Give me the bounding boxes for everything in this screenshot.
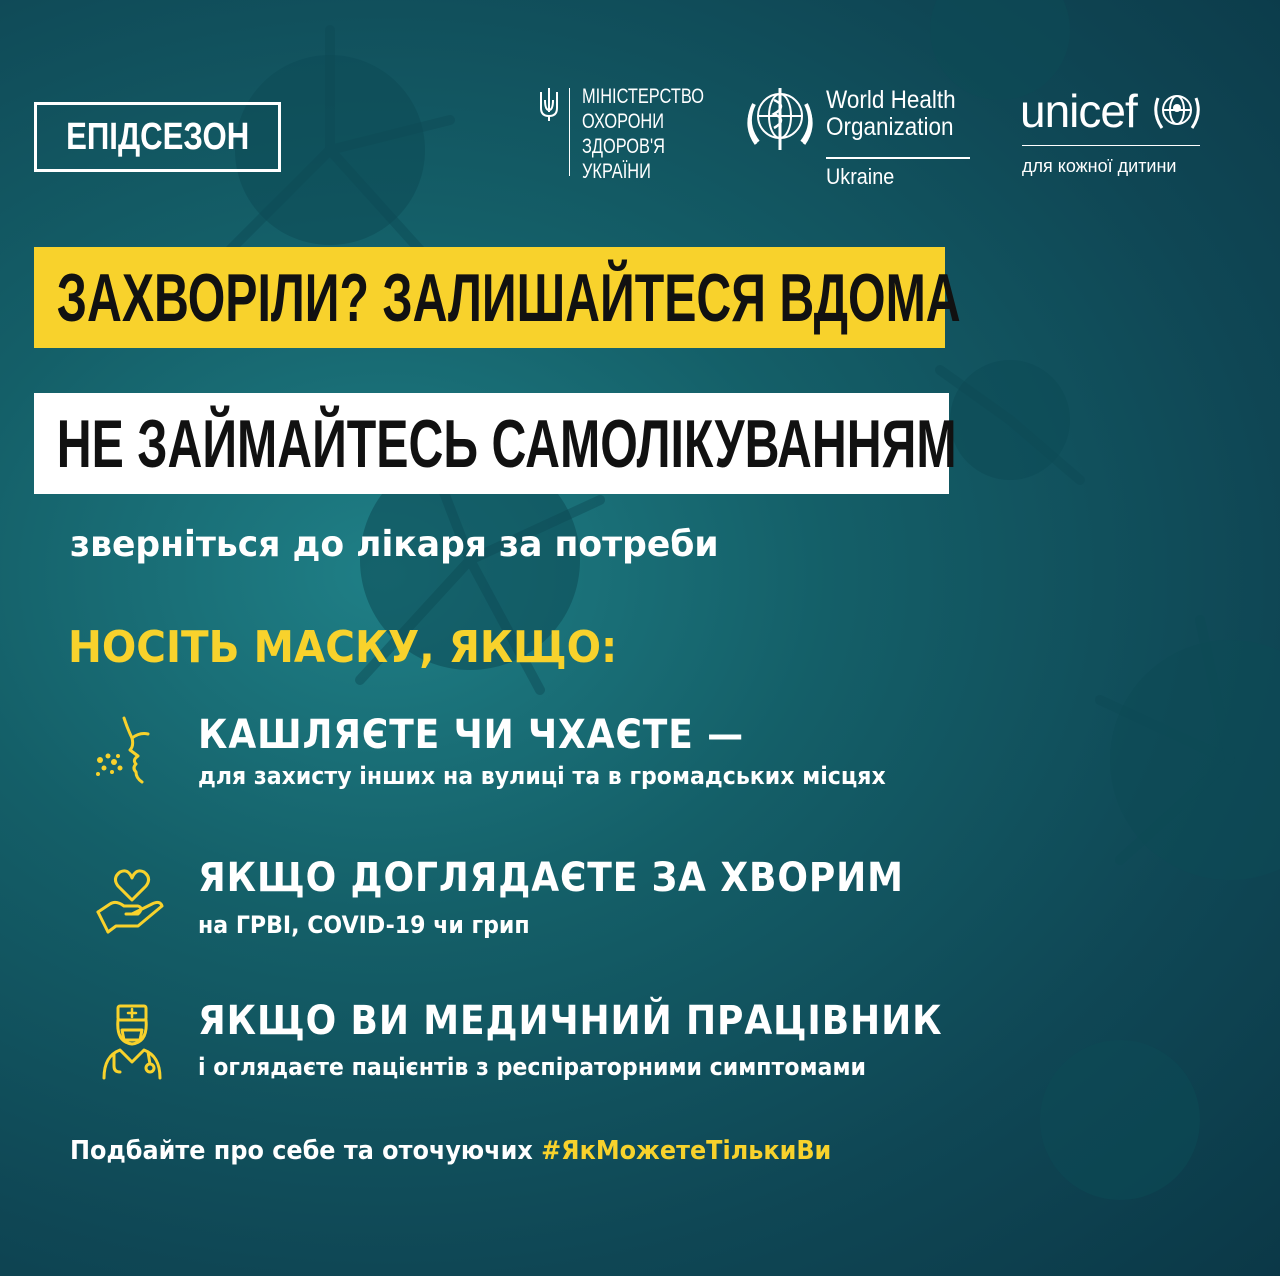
mask-item-title-3: ЯКЩО ВИ МЕДИЧНИЙ ПРАЦІВНИК (198, 998, 943, 1044)
who-logo-divider (826, 157, 970, 159)
moz-logo-divider (569, 88, 570, 176)
no-self-treatment-banner (34, 393, 957, 494)
mask-item-title-2: ЯКЩО ДОГЛЯДАЄТЕ ЗА ХВОРИМ (198, 855, 904, 901)
footer-hashtag[interactable]: #ЯкМожетеТількиВи (541, 1136, 832, 1166)
campaign-tag (34, 102, 281, 172)
trident-icon (538, 86, 560, 122)
mask-item-subtitle-3: і оглядаєте пацієнтів з респіраторними симптомами (198, 1053, 866, 1081)
heart-in-hand-icon (92, 856, 172, 936)
who-country: Ukraine (826, 164, 895, 189)
medical-worker-icon (92, 1000, 172, 1080)
unicef-emblem-icon (1152, 88, 1202, 134)
sneeze-icon (92, 712, 172, 792)
mask-item-subtitle-2: на ГРВІ, COVID-19 чи грип (198, 911, 530, 939)
who-logo-name (826, 87, 956, 141)
no-self-treatment-text: НЕ ЗАЙМАЙТЕСЬ САМОЛІКУВАННЯМ (56, 405, 957, 482)
footer-text: Подбайте про себе та оточуючих (70, 1136, 542, 1166)
who-emblem-icon (740, 84, 820, 154)
mask-section-title: НОСІТЬ МАСКУ, ЯКЩО: (68, 622, 618, 673)
unicef-wordmark: unicef (1020, 85, 1137, 137)
stay-home-banner (34, 247, 961, 348)
unicef-logo-divider (1022, 145, 1200, 146)
mask-item-subtitle-1: для захисту інших на вулиці та в громадських місцях (198, 762, 886, 790)
stay-home-text: ЗАХВОРІЛИ? ЗАЛИШАЙТЕСЯ ВДОМА (56, 259, 961, 336)
see-doctor-text: зверніться до лікаря за потреби (70, 524, 719, 565)
unicef-slogan: для кожної дитини (1022, 156, 1177, 176)
moz-line-3: ЗДОРОВ'Я (582, 135, 665, 158)
mask-item-title-1: КАШЛЯЄТЕ ЧИ ЧХАЄТЕ — (198, 712, 745, 758)
moz-line-2: ОХОРОНИ (582, 110, 665, 133)
moz-logo-text (582, 84, 704, 184)
moz-line-1: МІНІСТЕРСТВО (582, 85, 704, 108)
campaign-tag-label: ЕПІДСЕЗОН (65, 115, 250, 158)
who-name-line-1: World Health (826, 86, 956, 114)
footer (70, 1136, 831, 1166)
who-name-line-2: Organization (826, 113, 954, 141)
moz-line-4: УКРАЇНИ (582, 160, 651, 183)
